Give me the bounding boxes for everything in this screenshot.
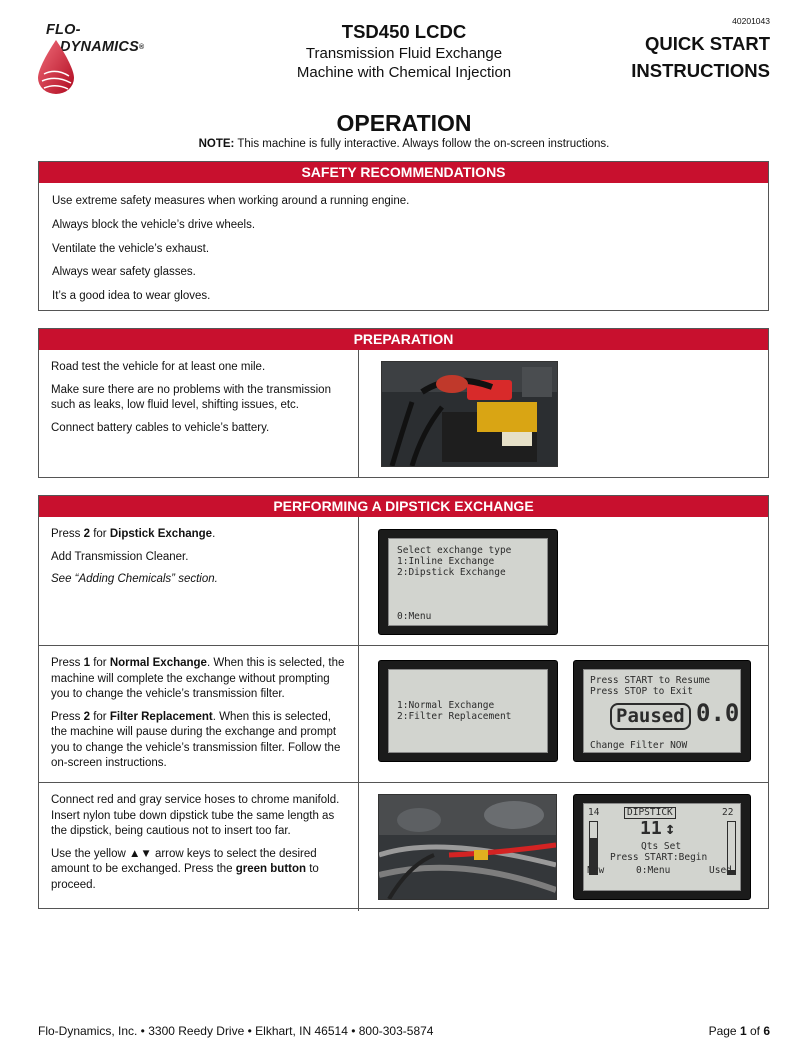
oil-drop-icon [36, 38, 76, 96]
lcd-line: 2:Filter Replacement [397, 711, 512, 722]
logo-line1: FLO- [46, 22, 81, 38]
footer-address: Flo-Dynamics, Inc. • 3300 Reedy Drive • Elkhart, IN 46514 • 800-303-5874 [38, 1024, 434, 1038]
battery-photo [381, 361, 558, 467]
step-select-amount: Use the yellow ▲▼ arrow keys to select the desired amount to be exchanged. Press the green button to proceed. [51, 847, 319, 891]
up-down-arrows-icon: ↕ [665, 819, 676, 839]
model-title: TSD450 LCDC [341, 21, 467, 42]
used-level-number: 22 [722, 807, 734, 818]
dipstick-row-mode [39, 645, 768, 782]
logo-line2: DYNAMICS [60, 39, 139, 55]
safety-item: Always block the vehicle’s drive wheels. [52, 218, 256, 231]
note-text: This machine is fully interactive. Always follow the on-screen instructions. [234, 138, 610, 150]
safety-item: Use extreme safety measures when working around a running engine. [52, 195, 410, 207]
header-center [260, 20, 548, 82]
registered-mark: ® [138, 44, 145, 51]
subtitle-line1: Transmission Fluid Exchange [305, 45, 503, 62]
lcd-paused [573, 660, 751, 762]
lcd-line: Used [709, 865, 732, 876]
lcd-line: 2:Dipstick Exchange [397, 567, 506, 578]
step-press-2: Press 2 for Dipstick Exchange. [51, 528, 216, 540]
step-filter-replacement: Press 2 for Filter Replacement. When this is selected, the machine will pause during the exchange and prompt you to change the vehicle’s transmission filter. Follow the on-screen instructions. [51, 710, 341, 769]
preparation-section [38, 328, 769, 478]
lcd-line: Change Filter NOW [590, 740, 688, 751]
safety-item: It’s a good idea to wear gloves. [52, 290, 211, 303]
subtitle-line2: Machine with Chemical Injection [296, 64, 512, 81]
prep-connect-battery: Connect battery cables to vehicle’s battery. [51, 421, 270, 434]
step-connect-hoses: Connect red and gray service hoses to chrome manifold. Insert nylon tube down dipstick tube the same length as the dipstick, being cautious not to insert too far. [51, 794, 340, 837]
safety-item: Always wear safety glasses. [52, 266, 196, 279]
engine-hoses-photo [378, 794, 557, 900]
note-label: NOTE: [198, 138, 235, 150]
safety-list [39, 183, 768, 316]
lcd-line: 0:Menu [397, 611, 432, 622]
lcd-line: 1:Inline Exchange [397, 556, 495, 567]
lcd-line: Press START:Begin [610, 852, 708, 863]
preparation-heading: PREPARATION [39, 329, 768, 350]
lcd-exchange-mode [378, 660, 558, 762]
quantity-value: 11 [640, 818, 662, 839]
quick-start-line2: INSTRUCTIONS [631, 60, 770, 81]
lcd-line: New [587, 865, 605, 876]
new-level-number: 14 [588, 807, 600, 818]
safety-section [38, 161, 769, 311]
paused-badge: Paused [610, 703, 691, 730]
dipstick-row-select [39, 517, 768, 645]
preparation-text [39, 350, 359, 478]
step-add-cleaner: Add Transmission Cleaner. [51, 550, 189, 563]
lcd-line: Press START to Resume [590, 675, 711, 686]
paused-quantity: 0.0 [696, 699, 740, 727]
document-number: 40201043 [732, 16, 770, 26]
company-logo [36, 20, 196, 90]
safety-item: Ventilate the vehicle’s exhaust. [52, 242, 210, 255]
operation-note [0, 138, 808, 150]
dipstick-section [38, 495, 769, 909]
safety-heading: SAFETY RECOMMENDATIONS [39, 162, 768, 183]
lcd-select-exchange [378, 529, 558, 635]
dipstick-heading: PERFORMING A DIPSTICK EXCHANGE [39, 496, 768, 517]
operation-title: OPERATION [336, 110, 472, 136]
dipstick-row-connect [39, 782, 768, 911]
dipstick-label: DIPSTICK [624, 807, 676, 819]
step-normal-exchange: Press 1 for Normal Exchange. When this is selected, the machine will complete the exchange without prompting you to change the vehicle’s transmission filter. [51, 657, 345, 700]
lcd-line: 0:Menu [636, 865, 671, 876]
quick-start-line1: QUICK START [644, 33, 770, 54]
lcd-line: 1:Normal Exchange [397, 700, 495, 711]
prep-check-transmission: Make sure there are no problems with the transmission such as leaks, low fluid level, shifting issues, etc. [51, 383, 331, 411]
lcd-line: Select exchange type [397, 545, 512, 556]
arrow-keys-icon: ▲▼ [128, 847, 152, 860]
lcd-dipstick-set [573, 794, 751, 900]
quick-start-title [631, 30, 770, 84]
prep-road-test: Road test the vehicle for at least one mile. [51, 361, 266, 373]
step-see-chemicals: See “Adding Chemicals” section. [51, 573, 218, 585]
page-indicator: Page 1 of 6 [708, 1024, 770, 1038]
lcd-line: Press STOP to Exit [590, 686, 693, 697]
lcd-line: Qts Set [641, 841, 682, 852]
